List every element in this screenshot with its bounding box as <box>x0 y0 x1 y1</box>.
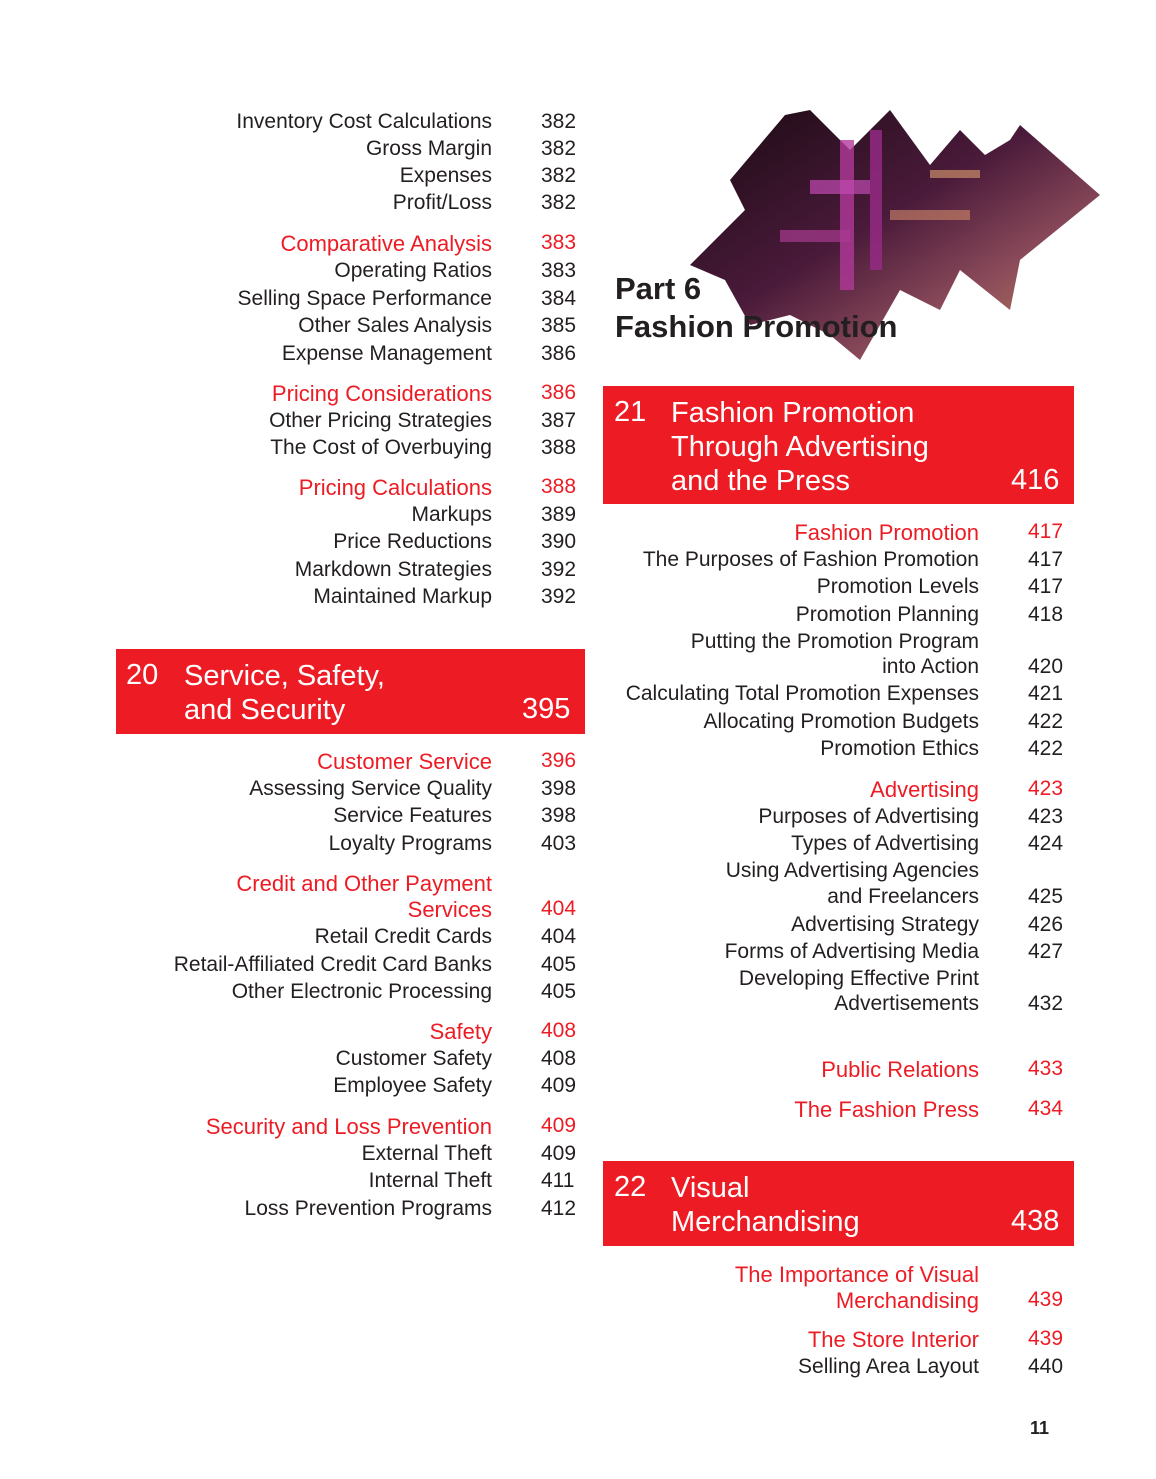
toc-entry-title: Types of Advertising <box>791 832 979 855</box>
toc-entry-page: 418 <box>1028 603 1064 626</box>
toc-entry-title: Loss Prevention Programs <box>244 1197 492 1220</box>
chapter-number: 22 <box>614 1171 647 1203</box>
toc-entry-page: 398 <box>541 804 577 827</box>
toc-entry-title: Customer Service <box>317 749 492 774</box>
toc-entry-title: Promotion Ethics <box>820 737 979 760</box>
toc-entry-title: Security and Loss Prevention <box>205 1114 492 1139</box>
toc-entry-title: Advertising <box>870 777 979 802</box>
toc-entry-title: Promotion Levels <box>816 575 979 598</box>
toc-entry-page: 421 <box>1028 682 1064 705</box>
toc-entry-page: 417 <box>1028 575 1064 598</box>
toc-entry-title: Operating Ratios <box>334 259 492 282</box>
toc-entry-page: 422 <box>1028 710 1064 733</box>
toc-entry-title: Maintained Markup <box>313 585 492 608</box>
toc-entry-page: 404 <box>541 897 577 920</box>
toc-entry-page: 383 <box>541 231 577 254</box>
toc-entry-title: Retail-Affiliated Credit Card Banks <box>173 953 492 976</box>
toc-entry-title: Advertising Strategy <box>791 913 979 936</box>
page-number: 11 <box>1030 1418 1050 1438</box>
toc-entry-page: 412 <box>541 1197 577 1220</box>
toc-entry-page: 417 <box>1028 548 1064 571</box>
toc-entry-page: 434 <box>1028 1097 1064 1120</box>
part-heading <box>615 270 897 346</box>
toc-entry-title: The Importance of Visual <box>734 1262 979 1287</box>
toc-entry-page: 385 <box>541 314 577 337</box>
toc-entry-page: 423 <box>1028 805 1064 828</box>
toc-entry-page: 420 <box>1028 655 1064 678</box>
chapter-number: 20 <box>126 659 159 691</box>
toc-entry-title: Calculating Total Promotion Expenses <box>625 682 979 705</box>
toc-entry-title: Services <box>407 897 492 922</box>
toc-entry-title: Markups <box>411 503 492 526</box>
chapter-number: 21 <box>614 396 647 428</box>
toc-entry-title: Selling Area Layout <box>798 1355 979 1378</box>
toc-entry-title: into Action <box>882 655 979 678</box>
part-title: Fashion Promotion <box>615 309 898 344</box>
toc-entry-title: Other Pricing Strategies <box>269 409 492 432</box>
toc-entry-title: Advertisements <box>834 992 979 1015</box>
toc-entry-title: Safety <box>429 1019 492 1044</box>
toc-entry-page: 424 <box>1028 832 1064 855</box>
chapter-21-band[interactable] <box>603 386 1074 504</box>
toc-entry-title: Profit/Loss <box>392 191 492 214</box>
toc-entry-page: 387 <box>541 409 577 432</box>
toc-entry-title: Selling Space Performance <box>237 287 492 310</box>
toc-entry-page: 403 <box>541 832 577 855</box>
toc-entry-page: 398 <box>541 777 577 800</box>
chapter-page: 416 <box>1011 464 1060 496</box>
toc-entry-title: Other Sales Analysis <box>298 314 492 337</box>
toc-entry-title: Forms of Advertising Media <box>724 940 979 963</box>
toc-entry-page: 392 <box>541 585 577 608</box>
toc-entry-page: 405 <box>541 953 577 976</box>
toc-entry-page: 425 <box>1028 885 1064 908</box>
toc-entry-page: 409 <box>541 1074 577 1097</box>
chapter-page: 438 <box>1011 1205 1060 1237</box>
toc-entry-page: 422 <box>1028 737 1064 760</box>
toc-entry-page: 386 <box>541 342 577 365</box>
toc-entry-title: Purposes of Advertising <box>758 805 979 828</box>
toc-entry-title: Pricing Calculations <box>298 475 492 500</box>
toc-entry-page: 386 <box>541 381 577 404</box>
toc-entry-title: Loyalty Programs <box>328 832 492 855</box>
toc-entry-page: 405 <box>541 980 577 1003</box>
toc-entry-title: Internal Theft <box>368 1169 492 1192</box>
toc-entry-title: The Fashion Press <box>794 1097 979 1122</box>
toc-entry-title: The Purposes of Fashion Promotion <box>642 548 979 571</box>
toc-entry-title: Public Relations <box>821 1057 979 1082</box>
toc-entry-page: 432 <box>1028 992 1064 1015</box>
part-number: Part 6 <box>615 271 702 306</box>
toc-entry-page: 439 <box>1028 1288 1064 1311</box>
toc-entry-title: Using Advertising Agencies <box>725 859 979 882</box>
toc-entry-title: Assessing Service Quality <box>249 777 492 800</box>
toc-entry-title: and Freelancers <box>827 885 979 908</box>
toc-entry-page: 389 <box>541 503 577 526</box>
toc-entry-title: Employee Safety <box>333 1074 492 1097</box>
toc-entry-page: 382 <box>541 191 577 214</box>
toc-entry-page: 408 <box>541 1019 577 1042</box>
toc-entry-page: 439 <box>1028 1327 1064 1350</box>
toc-entry-title: Fashion Promotion <box>794 520 979 545</box>
toc-entry-page: 409 <box>541 1114 577 1137</box>
toc-entry-title: Credit and Other Payment <box>236 871 492 896</box>
toc-entry-page: 383 <box>541 259 577 282</box>
toc-entry-title: Price Reductions <box>333 530 492 553</box>
toc-entry-title: Inventory Cost Calculations <box>236 110 492 133</box>
toc-entry-page: 382 <box>541 110 577 133</box>
toc-entry-page: 392 <box>541 558 577 581</box>
toc-entry-title: The Cost of Overbuying <box>270 436 492 459</box>
toc-entry-page: 408 <box>541 1047 577 1070</box>
toc-entry-title: Allocating Promotion Budgets <box>703 710 979 733</box>
toc-entry-title: Customer Safety <box>335 1047 492 1070</box>
toc-entry-page: 384 <box>541 287 577 310</box>
toc-entry-page: 427 <box>1028 940 1064 963</box>
toc-entry-title: Service Features <box>333 804 492 827</box>
toc-entry-page: 382 <box>541 164 577 187</box>
toc-entry-title: Other Electronic Processing <box>231 980 492 1003</box>
toc-entry-page: 423 <box>1028 777 1064 800</box>
toc-entry-title: Expense Management <box>281 342 492 365</box>
toc-entry-title: Expenses <box>399 164 492 187</box>
toc-entry-page: 404 <box>541 925 577 948</box>
toc-entry-title: Pricing Considerations <box>271 381 492 406</box>
toc-entry-page: 426 <box>1028 913 1064 936</box>
chapter-title: Service, Safety, and Security <box>184 660 385 726</box>
toc-entry-page: 409 <box>541 1142 577 1165</box>
chapter-page: 395 <box>522 693 571 725</box>
chapter-22-band[interactable] <box>603 1161 1074 1246</box>
toc-entry-title: Markdown Strategies <box>294 558 492 581</box>
toc-entry-page: 388 <box>541 436 577 459</box>
toc-entry-page: 417 <box>1028 520 1064 543</box>
toc-entry-title: Promotion Planning <box>795 603 979 626</box>
toc-entry-title: The Store Interior <box>807 1327 979 1352</box>
toc-entry-page: 396 <box>541 749 577 772</box>
toc-entry-page: 388 <box>541 475 577 498</box>
toc-entry-title: Retail Credit Cards <box>314 925 492 948</box>
toc-entry-page: 382 <box>541 137 577 160</box>
toc-entry-title: Comparative Analysis <box>280 231 492 256</box>
toc-entry-title: Gross Margin <box>365 137 492 160</box>
toc-entry-page: 440 <box>1028 1355 1064 1378</box>
toc-entry-page: 433 <box>1028 1057 1064 1080</box>
toc-entry-title: Putting the Promotion Program <box>690 630 979 653</box>
chapter-20-band[interactable] <box>116 649 585 734</box>
toc-entry-page: 390 <box>541 530 577 553</box>
toc-entry-title: Developing Effective Print <box>738 967 979 990</box>
toc-entry-title: Merchandising <box>835 1288 979 1313</box>
chapter-title: Visual Merchandising <box>671 1172 860 1238</box>
chapter-title: Fashion Promotion Through Advertising and the Press <box>671 397 929 497</box>
toc-entry-title: External Theft <box>361 1142 492 1165</box>
toc-entry-page: 411 <box>541 1169 575 1192</box>
